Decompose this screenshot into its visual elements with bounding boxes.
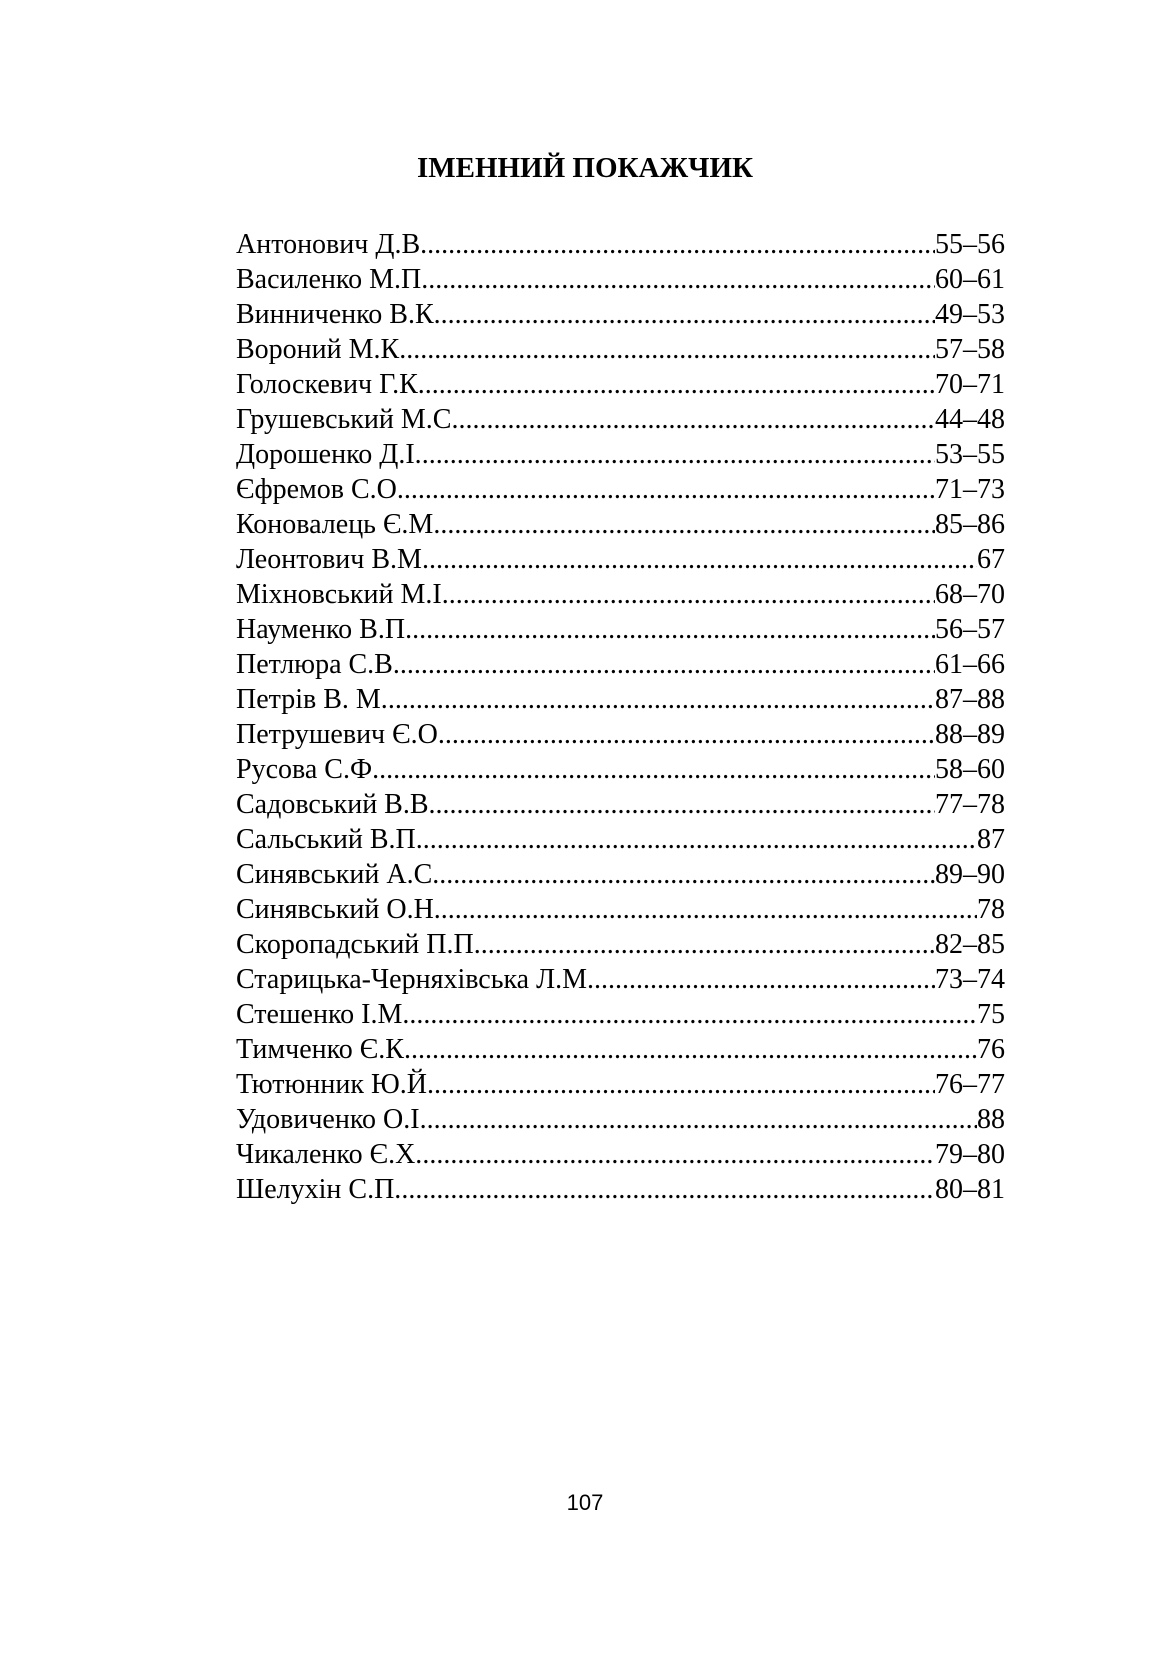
entry-pages: 85–86 (935, 509, 1005, 540)
name-index-list (236, 227, 1005, 1207)
entry-name: Синявський А.С (236, 859, 433, 890)
entry-name: Дорошенко Д.І. (236, 439, 422, 470)
index-entry (236, 892, 1005, 927)
entry-name: Голоскевич Г.К. (236, 369, 425, 400)
entry-pages: 70–71 (935, 369, 1005, 400)
dot-leader (434, 892, 977, 927)
index-entry (236, 577, 1005, 612)
dot-leader (441, 297, 935, 332)
dot-leader (401, 1172, 935, 1207)
entry-name: Петлюра С.В. (236, 649, 400, 680)
entry-pages: 82–85 (935, 929, 1005, 960)
dot-leader (451, 402, 935, 437)
index-entry (236, 1067, 1005, 1102)
entry-name: Винниченко В.К. (236, 299, 441, 330)
entry-name: Чикаленко Є.Х. (236, 1139, 423, 1170)
entry-pages: 44–48 (935, 404, 1005, 435)
dot-leader (420, 1102, 977, 1137)
entry-pages: 56–57 (935, 614, 1005, 645)
dot-leader (425, 367, 935, 402)
dot-leader (474, 927, 935, 962)
entry-pages: 87–88 (935, 684, 1005, 715)
entry-pages: 88 (977, 1104, 1005, 1135)
index-entry (236, 1102, 1005, 1137)
index-entry (236, 857, 1005, 892)
entry-name: Леонтович В.М. (236, 544, 429, 575)
dot-leader (587, 962, 935, 997)
entry-pages: 61–66 (935, 649, 1005, 680)
entry-pages: 71–73 (935, 474, 1005, 505)
dot-leader (404, 472, 935, 507)
entry-pages: 55–56 (935, 229, 1005, 260)
index-entry (236, 647, 1005, 682)
index-entry (236, 682, 1005, 717)
entry-pages: 68–70 (935, 579, 1005, 610)
entry-name: Вороний М.К. (236, 334, 407, 365)
index-entry (236, 997, 1005, 1032)
dot-leader (402, 997, 977, 1032)
dot-leader (434, 1067, 935, 1102)
entry-pages: 53–55 (935, 439, 1005, 470)
dot-leader (411, 1032, 977, 1067)
index-entry (236, 822, 1005, 857)
entry-pages: 78 (977, 894, 1005, 925)
entry-pages: 73–74 (935, 964, 1005, 995)
index-entry (236, 927, 1005, 962)
entry-pages: 49–53 (935, 299, 1005, 330)
entry-name: Єфремов С.О. (236, 474, 404, 505)
entry-pages: 76–77 (935, 1069, 1005, 1100)
dot-leader (436, 787, 935, 822)
index-entry (236, 1137, 1005, 1172)
index-entry (236, 787, 1005, 822)
entry-name: Науменко В.П. (236, 614, 413, 645)
dot-leader (429, 542, 977, 577)
entry-name: Тимченко Є.К. (236, 1034, 411, 1065)
index-entry (236, 297, 1005, 332)
entry-name: Синявський О.Н (236, 894, 434, 925)
entry-name: Удовиченко О.І (236, 1104, 420, 1135)
index-entry (236, 612, 1005, 647)
entry-name: Шелухін С.П. (236, 1174, 402, 1205)
page-number: 107 (566, 1490, 604, 1515)
index-entry (236, 472, 1005, 507)
entry-pages: 60–61 (935, 264, 1005, 295)
index-entry (236, 1172, 1005, 1207)
entry-pages: 75 (977, 999, 1005, 1030)
entry-pages: 80–81 (935, 1174, 1005, 1205)
entry-name: Стешенко І.М (236, 999, 403, 1030)
entry-pages: 88–89 (935, 719, 1005, 750)
index-entry (236, 717, 1005, 752)
entry-name: Русова С.Ф. (236, 754, 380, 785)
entry-name: Сальський В.П. (236, 824, 423, 855)
index-entry (236, 542, 1005, 577)
entry-pages: 58–60 (935, 754, 1005, 785)
dot-leader (400, 647, 935, 682)
dot-leader (420, 227, 935, 262)
entry-pages: 67 (977, 544, 1005, 575)
dot-leader (449, 577, 935, 612)
index-entry (236, 507, 1005, 542)
entry-pages: 87 (977, 824, 1005, 855)
dot-leader (428, 262, 935, 297)
index-entry (236, 332, 1005, 367)
dot-leader (379, 752, 935, 787)
entry-name: Міхновський М.І. (236, 579, 449, 610)
index-entry (236, 962, 1005, 997)
index-entry (236, 227, 1005, 262)
dot-leader (440, 507, 935, 542)
entry-name: Петрушевич Є.О. (236, 719, 445, 750)
entry-name: Антонович Д.В (236, 229, 421, 260)
index-entry (236, 367, 1005, 402)
index-entry (236, 752, 1005, 787)
entry-name: Садовський В.В. (236, 789, 436, 820)
dot-leader (422, 1137, 935, 1172)
entry-pages: 89–90 (935, 859, 1005, 890)
dot-leader (388, 682, 935, 717)
entry-name: Василенко М.П. (236, 264, 429, 295)
entry-pages: 79–80 (935, 1139, 1005, 1170)
dot-leader (412, 612, 935, 647)
index-entry (236, 402, 1005, 437)
entry-name: Коновалець Є.М. (236, 509, 441, 540)
entry-name: Грушевський М.С (236, 404, 452, 435)
entry-pages: 76 (977, 1034, 1005, 1065)
dot-leader (422, 437, 935, 472)
index-entry (236, 262, 1005, 297)
entry-name: Тютюнник Ю.Й. (236, 1069, 434, 1100)
entry-name: Петрів В. М. (236, 684, 388, 715)
dot-leader (445, 717, 935, 752)
entry-name: Старицька-Черняхівська Л.М (236, 964, 587, 995)
dot-leader (406, 332, 935, 367)
dot-leader (423, 822, 977, 857)
index-entry (236, 437, 1005, 472)
entry-name: Скоропадський П.П (236, 929, 474, 960)
entry-pages: 57–58 (935, 334, 1005, 365)
index-entry (236, 1032, 1005, 1067)
page-title: ІМЕННИЙ ПОКАЖЧИК (416, 152, 754, 184)
dot-leader (432, 857, 935, 892)
entry-pages: 77–78 (935, 789, 1005, 820)
